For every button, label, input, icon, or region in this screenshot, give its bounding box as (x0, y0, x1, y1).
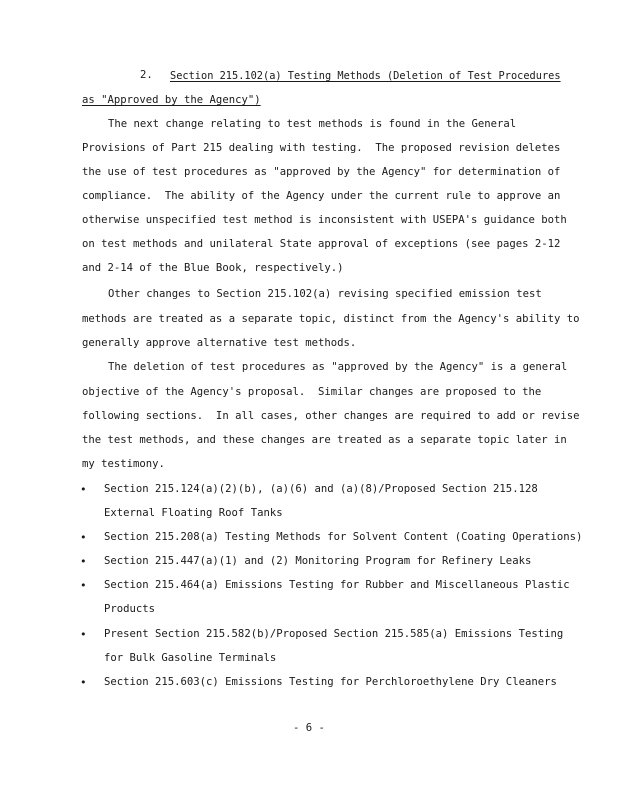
section-title-line-1: Section 215.102(a) Testing Methods (Deletion of Test Procedures (170, 70, 561, 82)
bullet-marker: • (80, 628, 87, 641)
paragraph-line: The next change relating to test methods is found in the General (108, 118, 517, 130)
list-item-line: Section 215.124(a)(2)(b), (a)(6) and (a)(8)/Proposed Section 215.128 (104, 483, 538, 495)
bullet-marker: • (80, 579, 87, 592)
list-item-line: Products (104, 603, 156, 615)
paragraph-line: Provisions of Part 215 dealing with testing. The proposed revision deletes (82, 142, 561, 154)
paragraph-line: the use of test procedures as "approved by the Agency" for determination of (82, 166, 561, 178)
list-item-line: Present Section 215.582(b)/Proposed Section 215.585(a) Emissions Testing (104, 628, 564, 640)
bullet-marker: • (80, 676, 87, 689)
paragraph-line: the test methods, and these changes are treated as a separate topic later in (82, 434, 567, 446)
list-item-line: Section 215.208(a) Testing Methods for Solvent Content (Coating Operations) (104, 531, 583, 543)
page-number: - 6 - (293, 722, 325, 734)
paragraph-line: my testimony. (82, 458, 165, 470)
paragraph-line: compliance. The ability of the Agency under the current rule to approve an (82, 190, 561, 202)
paragraph-line: objective of the Agency's proposal. Similar changes are proposed to the (82, 386, 542, 398)
bullet-marker: • (80, 531, 87, 544)
paragraph-line: otherwise unspecified test method is inconsistent with USEPA's guidance both (82, 214, 567, 226)
paragraph-line: The deletion of test procedures as "approved by the Agency" is a general (108, 361, 568, 373)
paragraph-line: on test methods and unilateral State approval of exceptions (see pages 2-12 (82, 238, 561, 250)
list-item-line: Section 215.603(c) Emissions Testing for Perchloroethylene Dry Cleaners (104, 676, 557, 688)
list-item-line: Section 215.464(a) Emissions Testing for Rubber and Miscellaneous Plastic (104, 579, 570, 591)
paragraph-line: and 2-14 of the Blue Book, respectively.) (82, 262, 344, 274)
list-item-line: for Bulk Gasoline Terminals (104, 652, 277, 664)
list-item-line: Section 215.447(a)(1) and (2) Monitoring Program for Refinery Leaks (104, 555, 532, 567)
paragraph-line: generally approve alternative test methods. (82, 337, 357, 349)
paragraph-line: methods are treated as a separate topic, distinct from the Agency's ability to (82, 313, 580, 325)
bullet-marker: • (80, 483, 87, 496)
paragraph-line: following sections. In all cases, other changes are required to add or revise (82, 410, 580, 422)
section-number: 2. (140, 69, 153, 81)
section-title-line-2: as "Approved by the Agency") (82, 94, 261, 106)
bullet-marker: • (80, 555, 87, 568)
paragraph-line: Other changes to Section 215.102(a) revising specified emission test (108, 288, 542, 300)
list-item-line: External Floating Roof Tanks (104, 507, 283, 519)
